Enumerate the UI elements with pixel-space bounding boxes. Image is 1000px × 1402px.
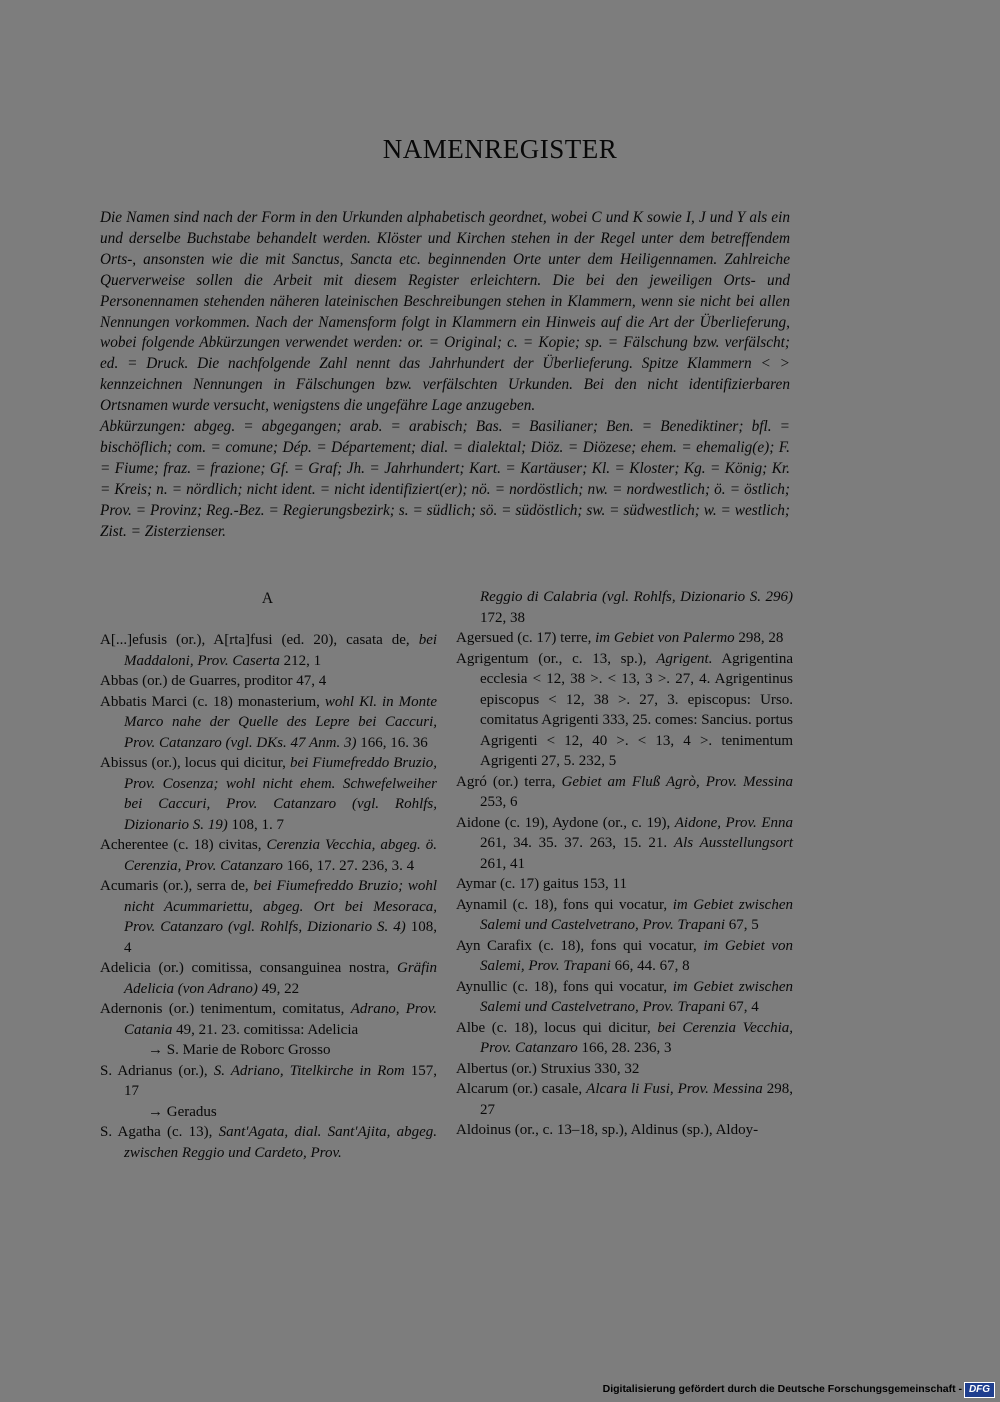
abbreviations-paragraph: Abkürzungen: abgeg. = abgegangen; arab. = arabisch; Bas. = Basilianer; Ben. = Benediktiner; bfl. = bischöflich; com. = comune; Dép. = Département; dial. = dialektal; Diöz. = Diözese; ehem. = ehemalig(e); F. = Fiume; fraz. = frazione; Gf. = Graf; Jh. = Jahrhundert; Kart. = Kartäuser; Kl. = Kloster; Kg. = König; Kr. = Kreis; n. = nördlich; nicht ident. = nicht identifiziert(er); nö. = nordöstlich; nw. = nordwestlich; ö. = östlich; Prov. = Provinz; Reg.-Bez. = Regierungsbezirk; s. = südlich; sö. = südöstlich; sw. = südwestlich; w. = westlich; Zist. = Zisterzienser.: [100, 418, 790, 540]
index-entry: Agró (or.) terra, Gebiet am Fluß Agrò, Prov. Messina 253, 6: [456, 773, 794, 810]
cross-reference: → Geradus: [148, 1103, 217, 1120]
index-entry: Abbas (or.) de Guarres, proditor 47, 4: [100, 673, 327, 689]
index-entry: A[...]efusis (or.), A[rta]fusi (ed. 20), casata de, bei Maddaloni, Prov. Caserta 212, 1: [100, 632, 438, 669]
index-entry: Agrigentum (or., c. 13, sp.), Agrigent. Agrigentina ecclesia < 12, 38 >. < 13, 3 >. 27, 4. Agrigentinus episcopus < 12, 38 >. 27, 3. episcopus: Urso. comitatus Agrigenti 333, 25. comes: Sancius. portus Agrigenti < 12, 40 >. < 13, 4 >. tenimentum Agrigenti 27, 5. 232, 5: [456, 650, 793, 769]
index-entry: Ayn Carafix (c. 18), fons qui vocatur, im Gebiet von Salemi, Prov. Trapani 66, 44. 67, 8: [456, 937, 793, 974]
index-entry: Acumaris (or.), serra de, bei Fiumefreddo Bruzio; wohl nicht Acummariettu, abgeg. Ort bei Mesoraca, Prov. Catanzaro (vgl. Rohlfs, Dizionario S. 4) 108, 4: [100, 878, 437, 956]
index-entry: Aynullic (c. 18), fons qui vocatur, im Gebiet zwischen Salemi und Castelvetrano, Prov. Trapani 67, 4: [456, 978, 793, 1015]
index-entry: Abbatis Marci (c. 18) monasterium, wohl Kl. in Monte Marco nahe der Quelle des Lepre bei Caccuri, Prov. Catanzaro (vgl. DKs. 47 Anm. 3) 166, 16. 36: [100, 693, 437, 751]
index-entry: Aymar (c. 17) gaitus 153, 11: [456, 876, 627, 892]
index-entry: Albe (c. 18), locus qui dicitur, bei Cerenzia Vecchia, Prov. Catanzaro 166, 28. 236, 3: [456, 1019, 793, 1056]
intro-paragraph: Die Namen sind nach der Form in den Urkunden alphabetisch geordnet, wobei C und K sowie I, J und Y als ein und derselbe Buchstabe behandelt werden. Klöster und Kirchen stehen in der Regel unter dem betreffendem Orts-, ansonsten wie die mit Sanctus, Sancta etc. beginnenden Orte unter dem Heiligennamen. Zahlreiche Querverweise sollen die Arbeit mit diesem Register erleichtern. Die bei den jeweiligen Orts- und Personennamen stehenden näheren lateinischen Beschreibungen stehen in Klammern, wenn sie nicht bei allen Nennungen vorkommen. Nach der Namensform folgt in Klammern ein Hinweis auf die Art der Überlieferung, wobei folgende Abkürzungen verwendet werden: or. = Original; c. = Kopie; sp. = Fälschung bzw. verfälscht; ed. = Druck. Die nachfolgende Zahl nennt das Jahrhundert der Überlieferung. Spitze Klammern < > kennzeichnen Nennungen in Fälschungen bzw. verfälschten Urkunden. Bei den nicht identifizierbaren Ortsnamen wurde versucht, wenigstens die ungefähre Lage anzugeben.: [100, 209, 790, 415]
section-letter: A: [261, 590, 274, 607]
index-entry: Adernonis (or.) tenimentum, comitatus, Adrano, Prov. Catania 49, 21. 23. comitissa: Adelicia → S. Marie de Roborc Grosso: [100, 999, 437, 1061]
index-entry: Acherentee (c. 18) civitas, Cerenzia Vecchia, abgeg. ö. Cerenzia, Prov. Catanzaro 166, 17. 27. 236, 3. 4: [100, 837, 438, 874]
index-entry: S. Agatha (c. 13), Sant'Agata, dial. Sant'Ajita, abgeg. zwischen Reggio und Cardeto, Prov.: [100, 1124, 437, 1161]
cross-reference: → S. Marie de Roborc Grosso: [148, 1042, 331, 1058]
index-entry-continued: Reggio di Calabria (vgl. Rohlfs, Dizionario S. 296) 172, 38: [480, 589, 793, 626]
index-entry: Adelicia (or.) comitissa, consanguinea nostra, Gräfin Adelicia (von Adrano) 49, 22: [100, 960, 438, 997]
index-entry: Agersued (c. 17) terre, im Gebiet von Palermo 298, 28: [456, 630, 784, 646]
left-column: [100, 630, 437, 1163]
index-entry: Abissus (or.), locus qui dicitur, bei Fiumefreddo Bruzio, Prov. Cosenza; wohl nicht ehem. Schwefelweiher bei Caccuri, Prov. Catanzaro (vgl. Rohlfs, Dizionario S. 19) 108, 1. 7: [100, 755, 437, 833]
index-entry: Aldoinus (or., c. 13–18, sp.), Aldinus (sp.), Aldoy-: [456, 1122, 759, 1138]
index-entry: Alcarum (or.) casale, Alcara li Fusi, Prov. Messina 298, 27: [456, 1081, 794, 1118]
footer-credit: Digitalisierung gefördert durch die Deutsche Forschungsgemeinschaft -: [602, 1383, 962, 1395]
dfg-logo: DFG: [964, 1382, 995, 1398]
index-entry: Albertus (or.) Struxius 330, 32: [456, 1060, 640, 1077]
index-entry: Aynamil (c. 18), fons qui vocatur, im Gebiet zwischen Salemi und Castelvetrano, Prov. Trapani 67, 5: [456, 896, 793, 933]
page-title: NAMENREGISTER: [382, 134, 618, 164]
right-column: [456, 587, 793, 1141]
index-entry: S. Adrianus (or.), S. Adriano, Titelkirche in Rom 157, 17 → Geradus: [100, 1061, 437, 1123]
index-entry: Aidone (c. 19), Aydone (or., c. 19), Aidone, Prov. Enna 261, 34. 35. 37. 263, 15. 21. Als Ausstellungsort 261, 41: [456, 814, 794, 872]
intro-text: [100, 208, 790, 543]
